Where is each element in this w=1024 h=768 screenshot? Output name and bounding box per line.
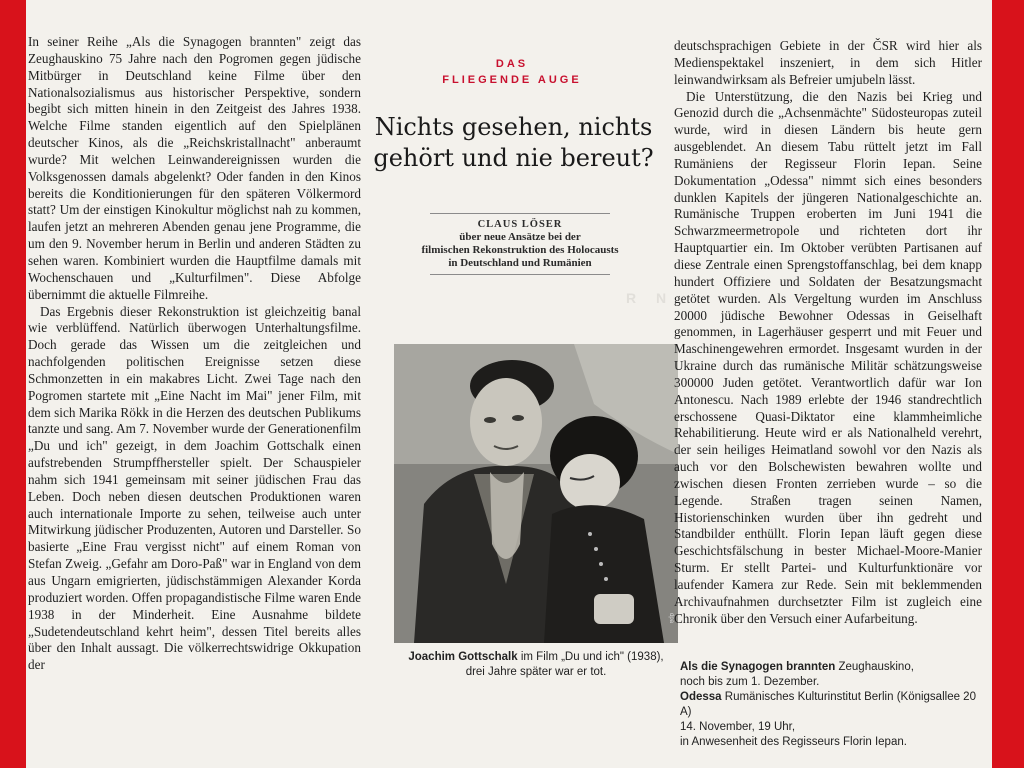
article-headline: Nichts gesehen, nichts gehört und nie bereut? [373,113,654,172]
info-line [680,660,980,675]
photo-credit: dpa [668,612,674,623]
paragraph: Die Unterstützung, die den Nazis bei Krieg und Genozid durch die „Achsenmächte" Südosteuropas zuteil wurde, wird in diesen Ländern bis heute gern ausgeblendet. An diesem Tabu rüttelt jetzt im Fall Rumäniens der Regisseur Florin Iepan. Seine Dokumentation „Odessa" nimmt sich eines besonders dunklen Kapitels der jüngeren Nationalgeschichte an. Rumänische Truppen eroberten im Juni 1941 die Schwarzmeermetropole und richteten dort ihr Hauptquartier ein. Im Oktober verübten Partisanen auf diese Zentrale einen Sprengstoffanschlag, bei dem knapp hundert Offiziere und Soldaten der Besatzungsmacht getötet wurden. Als Vergeltung wurden im Anschluss 20000 jüdische Bewohner Odessas in Geiselhaft genommen, in Lagerhäuser gesperrt und mit Feuer und Maschinengewehren ermordet. Insgesamt wurden in der Ukraine durch das rumänische Militär schätzungsweise 300000 Juden getötet. Verantwortlich dafür war Ion Antonescu. Nach 1989 erlebte der 1946 standrechtlich erschossene Quasi-Diktator eine klammheimliche Rehabilitierung. Heute wird er als Nationalheld verehrt, der sein heiliges Heimatland sowohl vor den Nazis als auch vor den Bolschewisten bewahren wollte und zwischen diesen Fronten zerrieben wurde – so die Legende. Straßen tragen seinen Namen, Historienschinken wurden über ihn gedreht und Standbilder enthüllt. Florin Iepan läuft gegen diese Geschichtsfälschung in bester Michael-Moore-Manier Sturm. Er stellt Partei- und Kulturfunktionäre vor laufender Kamera zur Rede. Sein mit beklemmenden Archivaufnahmen durchsetzter Film ist zugleich eine Chronik über den Versuch einer Aufarbeitung. [674,88,982,626]
subtitle-line: über neue Ansätze bei der [459,231,581,243]
divider [430,274,610,275]
subtitle-line: filmischen Rekonstruktion des Holocausts [421,244,619,256]
info-text: Rumänisches Kulturinstitut Berlin (Königsallee 20 A) [680,691,976,718]
caption-line: drei Jahre später war er tot. [465,666,607,678]
screening-info-box [680,660,980,750]
divider [430,213,610,214]
kicker-line: DAS [495,58,529,70]
paragraph: deutschsprachigen Gebiete in der ČSR wird hier als Medienspektakel inszeniert, in dem sich Hitler leinwandwirksam als Befreier umjubeln lässt. [674,38,982,87]
info-text: Zeughauskino, [835,661,914,673]
author-name: CLAUS LÖSER [477,219,563,230]
info-line [680,690,980,720]
info-title: Odessa [680,691,722,703]
info-line: in Anwesenheit des Regisseurs Florin Iepan. [680,736,907,748]
info-title: Als die Synagogen brannten [680,661,836,673]
byline [386,218,654,270]
info-line: 14. November, 19 Uhr, [680,721,796,733]
paragraph: In seiner Reihe „Als die Synagogen brannten" zeigt das Zeughauskino 75 Jahre nach den Pogromen gegen jüdische Mitbürger in Deutschland keine Filme über den Nationalsozialismus aus historischer Perspektive, sondern begibt sich mitten hinein in den Zeitgeist des Jahres 1938. Welche Filme standen eigentlich auf den Spielplänen deutscher Kinos, als die „Reichskristallnacht" anberaumt wurde? Mit welchen Leinwandereignissen wurden die Volksgenossen damals abgelenkt? Oder fanden in den Kinos bereits die Konditionierungen für den späteren Völkermord statt? Um der einstigen Kinokultur möglichst nah zu kommen, laufen jetzt an mehreren Abenden genau jene Programme, die um den 9. November herum in Berlin und anderen Städten zu sehen waren. Kombiniert wurden die Hauptfilme damals mit Wochenschauen und „Kulturfilmen". Diese Abfolge übernimmt die aktuelle Filmreihe. [28,34,361,302]
kicker-line: FLIEGENDE AUGE [442,74,582,86]
photo-caption [394,650,678,680]
newspaper-page [26,0,992,768]
article-column-right [674,38,982,628]
subtitle-line: in Deutschland und Rumänien [448,257,592,269]
caption-text: im Film „Du und ich" (1938), [517,651,664,663]
bleed-through-text: R N [626,290,675,306]
article-column-left [28,34,361,674]
info-line: noch bis zum 1. Dezember. [680,676,820,688]
paragraph: Das Ergebnis dieser Rekonstruktion ist gleichzeitig banal wie verblüffend. Natürlich überwogen Unterhaltungsfilme. Doch gerade das Wissen um die zeitgleichen und nachfolgenden politischen Ereignisse setzen diese Schmonzetten in ein makabres Licht. Zwei Tage nach den Pogromen startete mit „Eine Nacht im Mai" jener Film, mit dem sich Marika Rökk in die Herzen des deutschen Publikums tanzte und sang. Am 7. November wurde der Generationenfilm „Du und ich" gezeigt, in dem Joachim Gottschalk einen aufstrebenden Strumpffhersteller spielt. Der Schauspieler nahm sich 1941 gemeinsam mit seiner jüdischen Frau das Leben. Doch neben diesen deutschen Produktionen waren auch internationale Importe zu sehen, teilweise auch unter Mitwirkung jüdischer Produzenten, Autoren und Darsteller. So basierte „Eine Frau vergisst nicht" auf einem Roman von Stefan Zweig. „Gefahr am Doro-Paß" war in England von dem aus Ungarn emigrierten, jüdischstämmigen Alexander Korda produziert worden. Offen propagandistische Filme waren Ende 1938 in der Minderheit. Eine Ausnahme bildete „Sudetendeutschland kehrt heim", dessen Titel bereits alles über den Inhalt aussagt. Die völkerrechtswidrige Okkupation der [28,303,361,673]
film-still-photo [394,344,678,643]
film-still-illustration [394,344,678,643]
section-kicker [378,56,646,88]
caption-person: Joachim Gottschalk [408,651,518,663]
caption-line [394,650,678,665]
